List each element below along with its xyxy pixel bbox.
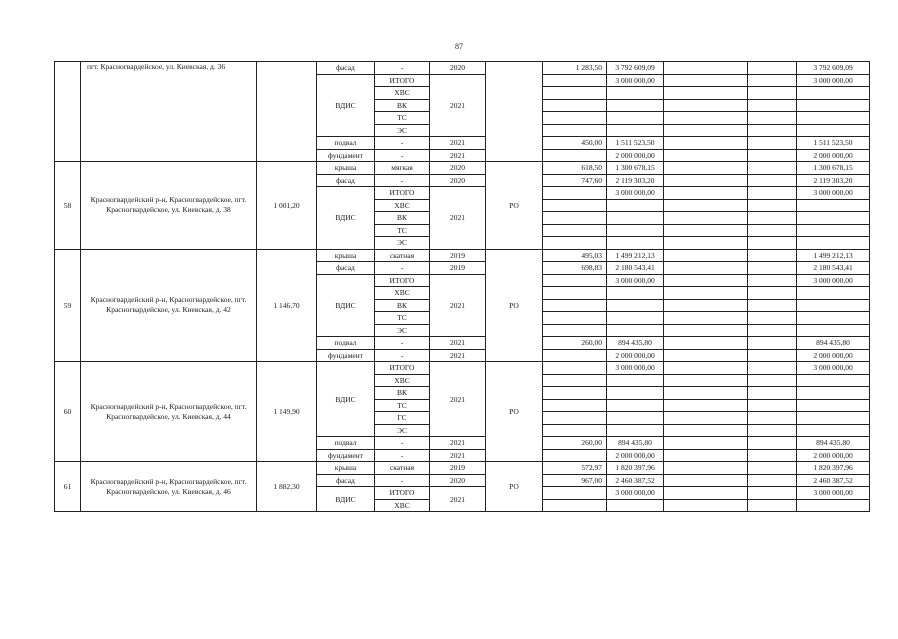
cost-cell: 3 000 000,00 bbox=[607, 274, 664, 287]
quantity-cell bbox=[543, 312, 607, 325]
quantity-cell: 747,60 bbox=[543, 174, 607, 187]
empty-cell bbox=[664, 299, 748, 312]
total-cell bbox=[797, 499, 870, 512]
empty-cell bbox=[664, 499, 748, 512]
empty-cell bbox=[664, 124, 748, 137]
cost-cell: 3 792 609,09 bbox=[607, 62, 664, 75]
register-table bbox=[54, 61, 870, 512]
cost-cell: 1 499 212,13 bbox=[607, 249, 664, 262]
total-cell: 2 000 000,00 bbox=[797, 349, 870, 362]
empty-cell bbox=[664, 62, 748, 75]
total-cell bbox=[797, 99, 870, 112]
cost-cell bbox=[607, 299, 664, 312]
address-cell: Красногвардейский р-н, Красногвардейское, пгт. Красногвардейское, ул. Киевская, д. 44 bbox=[81, 362, 257, 462]
total-cell: 1 511 523,50 bbox=[797, 137, 870, 150]
empty-cell bbox=[664, 424, 748, 437]
work-kind-cell: ВК bbox=[375, 299, 430, 312]
cost-cell bbox=[607, 212, 664, 225]
register-body bbox=[55, 62, 870, 512]
quantity-cell bbox=[543, 112, 607, 125]
cost-cell bbox=[607, 99, 664, 112]
row-number: 60 bbox=[55, 362, 81, 462]
total-cell: 1 300 678,15 bbox=[797, 162, 870, 175]
quantity-cell bbox=[543, 399, 607, 412]
quantity-cell bbox=[543, 324, 607, 337]
work-kind-cell: - bbox=[375, 449, 430, 462]
empty-cell bbox=[664, 374, 748, 387]
empty-cell bbox=[748, 124, 797, 137]
empty-cell bbox=[664, 449, 748, 462]
work-type-cell: фасад bbox=[317, 62, 375, 75]
total-cell bbox=[797, 424, 870, 437]
row-number bbox=[55, 62, 81, 162]
empty-cell bbox=[664, 287, 748, 300]
work-kind-cell: ТС bbox=[375, 224, 430, 237]
empty-cell bbox=[748, 187, 797, 200]
cost-cell: 894 435,80 bbox=[607, 337, 664, 350]
work-kind-cell: ИТОГО bbox=[375, 74, 430, 87]
work-kind-cell: ЭС bbox=[375, 324, 430, 337]
empty-cell bbox=[748, 287, 797, 300]
method-cell: РО bbox=[486, 162, 543, 250]
work-kind-cell: ЭС bbox=[375, 424, 430, 437]
quantity-cell bbox=[543, 499, 607, 512]
work-kind-cell: ВК bbox=[375, 212, 430, 225]
empty-cell bbox=[748, 312, 797, 325]
empty-cell bbox=[664, 199, 748, 212]
empty-cell bbox=[748, 399, 797, 412]
cost-cell bbox=[607, 224, 664, 237]
cost-cell: 3 000 000,00 bbox=[607, 487, 664, 500]
quantity-cell: 450,00 bbox=[543, 137, 607, 150]
empty-cell bbox=[664, 324, 748, 337]
work-type-cell: крыша bbox=[317, 249, 375, 262]
empty-cell bbox=[748, 149, 797, 162]
empty-cell bbox=[664, 262, 748, 275]
address-cell: Красногвардейский р-н, Красногвардейское, пгт. Красногвардейское, ул. Киевская, д. 42 bbox=[81, 249, 257, 362]
empty-cell bbox=[664, 212, 748, 225]
quantity-cell bbox=[543, 224, 607, 237]
empty-cell bbox=[748, 437, 797, 450]
empty-cell bbox=[748, 474, 797, 487]
empty-cell bbox=[664, 187, 748, 200]
work-kind-cell: ТС bbox=[375, 312, 430, 325]
total-cell bbox=[797, 399, 870, 412]
empty-cell bbox=[664, 412, 748, 425]
empty-cell bbox=[748, 274, 797, 287]
empty-cell bbox=[748, 199, 797, 212]
empty-cell bbox=[664, 487, 748, 500]
empty-cell bbox=[748, 487, 797, 500]
cost-cell bbox=[607, 399, 664, 412]
empty-cell bbox=[664, 74, 748, 87]
quantity-cell: 618,50 bbox=[543, 162, 607, 175]
empty-cell bbox=[748, 112, 797, 125]
area-cell: 1 146,70 bbox=[257, 249, 317, 362]
year-cell: 2020 bbox=[430, 174, 486, 187]
cost-cell: 2 000 000,00 bbox=[607, 449, 664, 462]
address-cell: Красногвардейский р-н, Красногвардейское, пгт. Красногвардейское, ул. Киевская, д. 46 bbox=[81, 462, 257, 512]
cost-cell bbox=[607, 374, 664, 387]
cost-cell: 3 000 000,00 bbox=[607, 362, 664, 375]
year-cell: 2020 bbox=[430, 474, 486, 487]
cost-cell: 2 000 000,00 bbox=[607, 149, 664, 162]
work-kind-cell: скатная bbox=[375, 249, 430, 262]
total-cell bbox=[797, 387, 870, 400]
quantity-cell: 495,03 bbox=[543, 249, 607, 262]
empty-cell bbox=[748, 237, 797, 250]
work-type-cell: ВДИС bbox=[317, 74, 375, 137]
work-kind-cell: - bbox=[375, 262, 430, 275]
empty-cell bbox=[748, 424, 797, 437]
total-cell bbox=[797, 412, 870, 425]
year-cell: 2020 bbox=[430, 62, 486, 75]
quantity-cell bbox=[543, 124, 607, 137]
quantity-cell bbox=[543, 199, 607, 212]
quantity-cell: 260,00 bbox=[543, 437, 607, 450]
empty-cell bbox=[748, 262, 797, 275]
total-cell bbox=[797, 212, 870, 225]
cost-cell bbox=[607, 412, 664, 425]
cost-cell bbox=[607, 387, 664, 400]
work-kind-cell: - bbox=[375, 474, 430, 487]
work-kind-cell: ХВС bbox=[375, 199, 430, 212]
method-cell: РО bbox=[486, 362, 543, 462]
total-cell: 2 180 543,41 bbox=[797, 262, 870, 275]
year-cell: 2021 bbox=[430, 187, 486, 250]
quantity-cell bbox=[543, 487, 607, 500]
empty-cell bbox=[748, 324, 797, 337]
quantity-cell bbox=[543, 349, 607, 362]
work-type-cell: крыша bbox=[317, 162, 375, 175]
empty-cell bbox=[748, 87, 797, 100]
empty-cell bbox=[664, 437, 748, 450]
empty-cell bbox=[748, 137, 797, 150]
total-cell: 894 435,80 bbox=[797, 437, 870, 450]
total-cell: 1 499 212,13 bbox=[797, 249, 870, 262]
year-cell: 2021 bbox=[430, 349, 486, 362]
work-kind-cell: ТС bbox=[375, 399, 430, 412]
total-cell: 2 000 000,00 bbox=[797, 449, 870, 462]
work-kind-cell: ХВС bbox=[375, 499, 430, 512]
cost-cell: 2 000 000,00 bbox=[607, 349, 664, 362]
year-cell: 2021 bbox=[430, 337, 486, 350]
cost-cell bbox=[607, 312, 664, 325]
work-kind-cell: ХВС bbox=[375, 374, 430, 387]
method-cell: РО bbox=[486, 249, 543, 362]
work-kind-cell: ЭС bbox=[375, 124, 430, 137]
area-cell bbox=[257, 62, 317, 162]
cost-cell bbox=[607, 287, 664, 300]
empty-cell bbox=[664, 362, 748, 375]
work-kind-cell: - bbox=[375, 149, 430, 162]
year-cell: 2021 bbox=[430, 137, 486, 150]
work-type-cell: подвал bbox=[317, 337, 375, 350]
cost-cell: 2 460 387,52 bbox=[607, 474, 664, 487]
year-cell: 2021 bbox=[430, 74, 486, 137]
empty-cell bbox=[664, 474, 748, 487]
total-cell bbox=[797, 312, 870, 325]
quantity-cell bbox=[543, 149, 607, 162]
row-number: 61 bbox=[55, 462, 81, 512]
total-cell bbox=[797, 112, 870, 125]
year-cell: 2021 bbox=[430, 437, 486, 450]
method-cell bbox=[486, 62, 543, 162]
quantity-cell bbox=[543, 387, 607, 400]
empty-cell bbox=[748, 374, 797, 387]
work-kind-cell: - bbox=[375, 62, 430, 75]
address-cell: Красногвардейский р-н, Красногвардейское, пгт. Красногвардейское, ул. Киевская, д. 38 bbox=[81, 162, 257, 250]
empty-cell bbox=[748, 224, 797, 237]
cost-cell bbox=[607, 124, 664, 137]
empty-cell bbox=[748, 349, 797, 362]
table-row bbox=[55, 249, 870, 262]
total-cell bbox=[797, 199, 870, 212]
year-cell: 2020 bbox=[430, 162, 486, 175]
work-kind-cell: - bbox=[375, 137, 430, 150]
work-kind-cell: ИТОГО bbox=[375, 487, 430, 500]
cost-cell bbox=[607, 237, 664, 250]
total-cell: 3 000 000,00 bbox=[797, 362, 870, 375]
work-kind-cell: - bbox=[375, 174, 430, 187]
work-kind-cell: ХВС bbox=[375, 287, 430, 300]
work-type-cell: ВДИС bbox=[317, 274, 375, 337]
work-type-cell: фасад bbox=[317, 262, 375, 275]
quantity-cell bbox=[543, 237, 607, 250]
empty-cell bbox=[748, 299, 797, 312]
cost-cell: 1 511 523,50 bbox=[607, 137, 664, 150]
empty-cell bbox=[664, 349, 748, 362]
cost-cell: 2 180 543,41 bbox=[607, 262, 664, 275]
quantity-cell: 260,00 bbox=[543, 337, 607, 350]
empty-cell bbox=[748, 74, 797, 87]
empty-cell bbox=[748, 174, 797, 187]
work-kind-cell: скатная bbox=[375, 462, 430, 475]
work-type-cell: подвал bbox=[317, 137, 375, 150]
work-kind-cell: мягкая bbox=[375, 162, 430, 175]
year-cell: 2021 bbox=[430, 274, 486, 337]
year-cell: 2019 bbox=[430, 249, 486, 262]
year-cell: 2019 bbox=[430, 462, 486, 475]
quantity-cell bbox=[543, 287, 607, 300]
empty-cell bbox=[664, 462, 748, 475]
quantity-cell bbox=[543, 99, 607, 112]
quantity-cell bbox=[543, 274, 607, 287]
work-kind-cell: ТС bbox=[375, 112, 430, 125]
cost-cell: 2 119 303,20 bbox=[607, 174, 664, 187]
row-number: 59 bbox=[55, 249, 81, 362]
total-cell: 3 000 000,00 bbox=[797, 487, 870, 500]
total-cell bbox=[797, 124, 870, 137]
work-kind-cell: - bbox=[375, 337, 430, 350]
empty-cell bbox=[664, 387, 748, 400]
total-cell: 3 000 000,00 bbox=[797, 187, 870, 200]
total-cell bbox=[797, 324, 870, 337]
total-cell bbox=[797, 287, 870, 300]
empty-cell bbox=[748, 249, 797, 262]
cost-cell: 3 000 000,00 bbox=[607, 74, 664, 87]
empty-cell bbox=[748, 449, 797, 462]
empty-cell bbox=[664, 237, 748, 250]
work-type-cell: ВДИС bbox=[317, 187, 375, 250]
cost-cell: 1 300 678,15 bbox=[607, 162, 664, 175]
row-number: 58 bbox=[55, 162, 81, 250]
quantity-cell: 967,00 bbox=[543, 474, 607, 487]
cost-cell bbox=[607, 199, 664, 212]
empty-cell bbox=[664, 337, 748, 350]
quantity-cell: 698,83 bbox=[543, 262, 607, 275]
quantity-cell: 1 283,50 bbox=[543, 62, 607, 75]
empty-cell bbox=[748, 99, 797, 112]
empty-cell bbox=[748, 387, 797, 400]
total-cell: 894 435,80 bbox=[797, 337, 870, 350]
quantity-cell bbox=[543, 449, 607, 462]
cost-cell: 3 000 000,00 bbox=[607, 187, 664, 200]
work-kind-cell: ВК bbox=[375, 387, 430, 400]
quantity-cell bbox=[543, 374, 607, 387]
work-kind-cell: ХВС bbox=[375, 87, 430, 100]
total-cell: 2 460 387,52 bbox=[797, 474, 870, 487]
empty-cell bbox=[748, 362, 797, 375]
area-cell: 1 149,90 bbox=[257, 362, 317, 462]
total-cell bbox=[797, 374, 870, 387]
cost-cell bbox=[607, 424, 664, 437]
year-cell: 2019 bbox=[430, 262, 486, 275]
work-type-cell: ВДИС bbox=[317, 487, 375, 512]
total-cell: 2 119 303,20 bbox=[797, 174, 870, 187]
work-kind-cell: - bbox=[375, 437, 430, 450]
work-type-cell: фасад bbox=[317, 174, 375, 187]
total-cell bbox=[797, 237, 870, 250]
work-type-cell: подвал bbox=[317, 437, 375, 450]
quantity-cell bbox=[543, 187, 607, 200]
empty-cell bbox=[664, 112, 748, 125]
empty-cell bbox=[748, 162, 797, 175]
empty-cell bbox=[664, 162, 748, 175]
work-kind-cell: ИТОГО bbox=[375, 187, 430, 200]
cost-cell bbox=[607, 324, 664, 337]
work-kind-cell: ВК bbox=[375, 99, 430, 112]
total-cell: 3 792 609,09 bbox=[797, 62, 870, 75]
empty-cell bbox=[664, 399, 748, 412]
empty-cell bbox=[664, 224, 748, 237]
cost-cell bbox=[607, 499, 664, 512]
cost-cell: 894 435,80 bbox=[607, 437, 664, 450]
work-type-cell: фундамент bbox=[317, 349, 375, 362]
year-cell: 2021 bbox=[430, 149, 486, 162]
quantity-cell bbox=[543, 74, 607, 87]
total-cell bbox=[797, 224, 870, 237]
empty-cell bbox=[748, 337, 797, 350]
work-kind-cell: ИТОГО bbox=[375, 274, 430, 287]
total-cell bbox=[797, 299, 870, 312]
work-type-cell: фундамент bbox=[317, 449, 375, 462]
empty-cell bbox=[664, 87, 748, 100]
work-type-cell: фасад bbox=[317, 474, 375, 487]
cost-cell bbox=[607, 87, 664, 100]
quantity-cell bbox=[543, 424, 607, 437]
method-cell: РО bbox=[486, 462, 543, 512]
work-kind-cell: ГС bbox=[375, 412, 430, 425]
area-cell: 1 882,30 bbox=[257, 462, 317, 512]
empty-cell bbox=[664, 249, 748, 262]
cost-cell bbox=[607, 112, 664, 125]
year-cell: 2021 bbox=[430, 449, 486, 462]
quantity-cell: 572,97 bbox=[543, 462, 607, 475]
quantity-cell bbox=[543, 299, 607, 312]
work-kind-cell: - bbox=[375, 349, 430, 362]
empty-cell bbox=[748, 412, 797, 425]
year-cell: 2021 bbox=[430, 362, 486, 437]
empty-cell bbox=[748, 462, 797, 475]
year-cell: 2021 bbox=[430, 487, 486, 512]
total-cell: 3 000 000,00 bbox=[797, 74, 870, 87]
work-kind-cell: ЭС bbox=[375, 237, 430, 250]
table-row bbox=[55, 62, 870, 75]
table-row bbox=[55, 462, 870, 475]
empty-cell bbox=[664, 149, 748, 162]
empty-cell bbox=[748, 62, 797, 75]
area-cell: 1 001,20 bbox=[257, 162, 317, 250]
empty-cell bbox=[664, 99, 748, 112]
empty-cell bbox=[664, 274, 748, 287]
total-cell: 2 000 000,00 bbox=[797, 149, 870, 162]
empty-cell bbox=[664, 137, 748, 150]
address-cell: пгт. Красногвардейское, ул. Киевская, д. 36 bbox=[81, 62, 257, 162]
work-type-cell: ВДИС bbox=[317, 362, 375, 437]
quantity-cell bbox=[543, 412, 607, 425]
quantity-cell bbox=[543, 87, 607, 100]
work-type-cell: крыша bbox=[317, 462, 375, 475]
table-row bbox=[55, 362, 870, 375]
quantity-cell bbox=[543, 212, 607, 225]
empty-cell bbox=[664, 312, 748, 325]
total-cell: 3 000 000,00 bbox=[797, 274, 870, 287]
empty-cell bbox=[748, 212, 797, 225]
table-row bbox=[55, 162, 870, 175]
empty-cell bbox=[664, 174, 748, 187]
quantity-cell bbox=[543, 362, 607, 375]
empty-cell bbox=[748, 499, 797, 512]
cost-cell: 1 820 397,96 bbox=[607, 462, 664, 475]
work-kind-cell: ИТОГО bbox=[375, 362, 430, 375]
total-cell: 1 820 397,96 bbox=[797, 462, 870, 475]
work-type-cell: фундамент bbox=[317, 149, 375, 162]
total-cell bbox=[797, 87, 870, 100]
page-number: 87 bbox=[455, 42, 463, 51]
